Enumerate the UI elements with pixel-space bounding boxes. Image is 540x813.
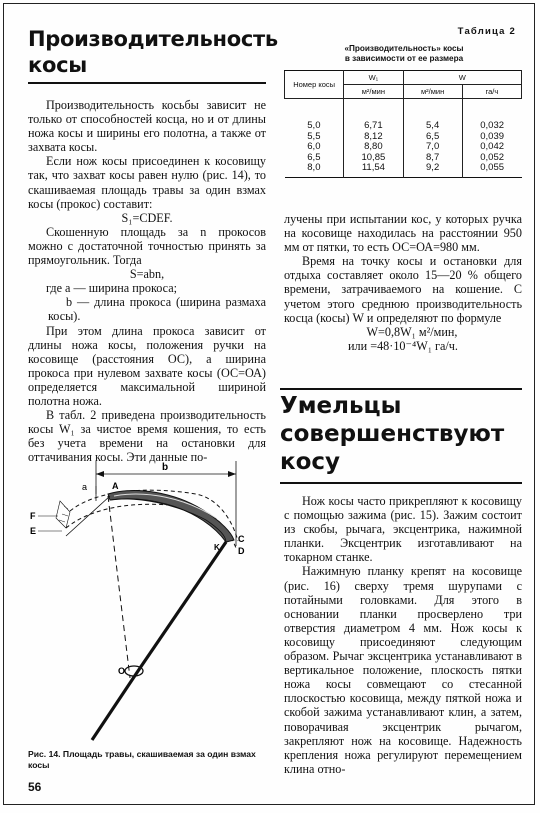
left-column: [28, 98, 266, 464]
table-cell: 6,5: [403, 132, 462, 143]
label-E: E: [30, 526, 37, 536]
table-subheader: м²/мин: [403, 85, 462, 99]
definition-b: b — длина прокоса (ширина размаха косы).: [48, 295, 266, 324]
section-title: [280, 392, 520, 476]
definition-a: где a — ширина прокоса;: [46, 281, 178, 296]
section-title-line3: косу: [280, 449, 341, 475]
paragraph: лучены при испытании кос, у которых ручка на косовище находилась на расстоянии 950 мм от пятки, то есть ОС=ОА=980 мм.: [284, 212, 522, 255]
table-cell: 9,2: [403, 163, 462, 177]
section-title-line2: совершенствуют: [280, 421, 505, 447]
formula: S=abn,: [129, 267, 165, 282]
label-C: C: [238, 534, 245, 544]
table-cell: 8,7: [403, 153, 462, 164]
table-cell: 5,0: [285, 99, 344, 132]
paragraph: Нажимную планку крепят на косовище (рис. 16) сверху тремя шурупами с потайными головками. Для этого в основании планки просверлено три отверстия диаметром 4 мм. Нож косы к косовищу присоединяют следующим образом. Рычаг эксцентрика устанавливают в вертикальное положение, плоскость пятки ножа косы совмещают со стесанной плоскостью косовища, между пяткой ножа и скобой зажима устанавливают клин, а затем, поворачивая эксцентрик рычагом, закрепляют нож на косовище. Надежность крепления ножа регулируют перемещением клина отно-: [284, 564, 522, 776]
paragraph: Время на точку косы и остановки для отдыха составляет около 15—20 % общего времени, затрачиваемого на кошение. С учетом этого среднюю производительность косца (косы) W и определяют по формуле: [284, 254, 522, 325]
snath-handle: [140, 542, 226, 668]
table-caption-line1: «Производительность» косы: [344, 44, 464, 53]
paragraph: Скошенную площадь за n прокосов можно с достаточной точностью принять за прямоугольник. Тогда: [28, 224, 266, 268]
page-number: 56: [28, 780, 42, 794]
article-title-line2: косы: [28, 53, 87, 77]
table-row: [285, 163, 522, 177]
label-D: D: [238, 546, 245, 556]
table-cell: 8,80: [344, 142, 403, 153]
label-K: K: [214, 543, 220, 552]
formula: S₁=CDEF.: [121, 210, 173, 225]
table-header-number: Номер косы: [285, 71, 344, 99]
right-column-bottom: [284, 494, 522, 776]
paragraph: Если нож косы присоединен к косовищу так, что захват косы равен нулю (рис. 14), то скашиваемая площадь травы за один взмах косы (прокос) составит:: [28, 154, 266, 211]
table-header-w: W: [403, 71, 522, 85]
paragraph: Нож косы часто прикрепляют к косовищу с помощью зажима (рис. 15). Зажим состоит из скобы, рычага, эксцентрика, нажимной планки. Эксцентрик изготавливают на токарном станке.: [284, 494, 522, 565]
paragraph: Производительность косьбы зависит не только от способностей косца, но и от длины ножа косы и ширины его полотна, а также от захвата косы.: [28, 98, 266, 155]
label-b: b: [162, 462, 169, 473]
table-cell: 8,12: [344, 132, 403, 143]
table-cell: 7,0: [403, 142, 462, 153]
table-cell: 0,055: [480, 162, 505, 173]
table-cell: 5,5: [285, 132, 344, 143]
table-subheader: м²/мин: [344, 85, 403, 99]
arrowhead: [228, 471, 236, 477]
table-cell: 0,032: [480, 120, 505, 131]
table-cell: 6,5: [285, 153, 344, 164]
figure-caption: Рис. 14. Площадь травы, скашиваемая за один взмах косы: [28, 749, 256, 770]
paragraph: При этом длина прокоса зависит от длины ножа косы, положения ручки на косовище (расстояния ОС), а ширина прокоса при нулевом захвате косы (ОС=ОА) определяется максимальной шириной полотна ножа.: [28, 323, 266, 408]
label-F: F: [30, 511, 36, 521]
table-cell: 5,4: [403, 99, 462, 132]
table-row: [285, 99, 522, 132]
section-title-line1: Умельцы: [280, 393, 402, 419]
right-column-top: [284, 212, 522, 353]
table-header-w1: W₁: [344, 71, 403, 85]
table-cell: 0,042: [480, 141, 505, 152]
table-cell: 6,71: [344, 99, 403, 132]
table-cell: 11,54: [344, 163, 403, 177]
table-cell: 0,039: [480, 130, 505, 142]
arrowhead: [96, 471, 104, 477]
table-cell: 10,85: [344, 153, 403, 164]
formula: или =48·10⁻⁴W₁ га/ч.: [348, 338, 458, 353]
table-cell: 0,052: [480, 151, 505, 163]
label-A: A: [112, 481, 119, 491]
table-caption-line2: в зависимости от ее размера: [344, 54, 464, 63]
section-rule-bottom: [280, 482, 522, 484]
article-title-line1: Производительность: [28, 27, 278, 51]
table-subheader: га/ч: [462, 85, 521, 99]
formula: W=0,8W₁ м²/мин,: [366, 324, 458, 339]
section-rule: [280, 388, 522, 390]
label-a: a: [82, 482, 88, 492]
scythe-figure: [26, 456, 272, 746]
article-title: [28, 26, 278, 78]
table-cell: 6,0: [285, 142, 344, 153]
paragraph: В табл. 2 приведена производительность косы W₁ за чистое время кошения, то есть без учета времени на остановки для оттачивания косы. Эти данные по-: [28, 408, 266, 465]
table-caption: [284, 44, 524, 64]
book-page: [3, 3, 535, 805]
table-row: [285, 142, 522, 153]
table-label: Таблица 2: [457, 26, 516, 37]
label-O: O: [118, 666, 126, 676]
title-rule: [28, 82, 266, 84]
table-cell: 8,0: [285, 163, 344, 177]
data-table: [284, 70, 522, 178]
snath-handle: [92, 668, 140, 740]
radius-line: [108, 496, 130, 678]
